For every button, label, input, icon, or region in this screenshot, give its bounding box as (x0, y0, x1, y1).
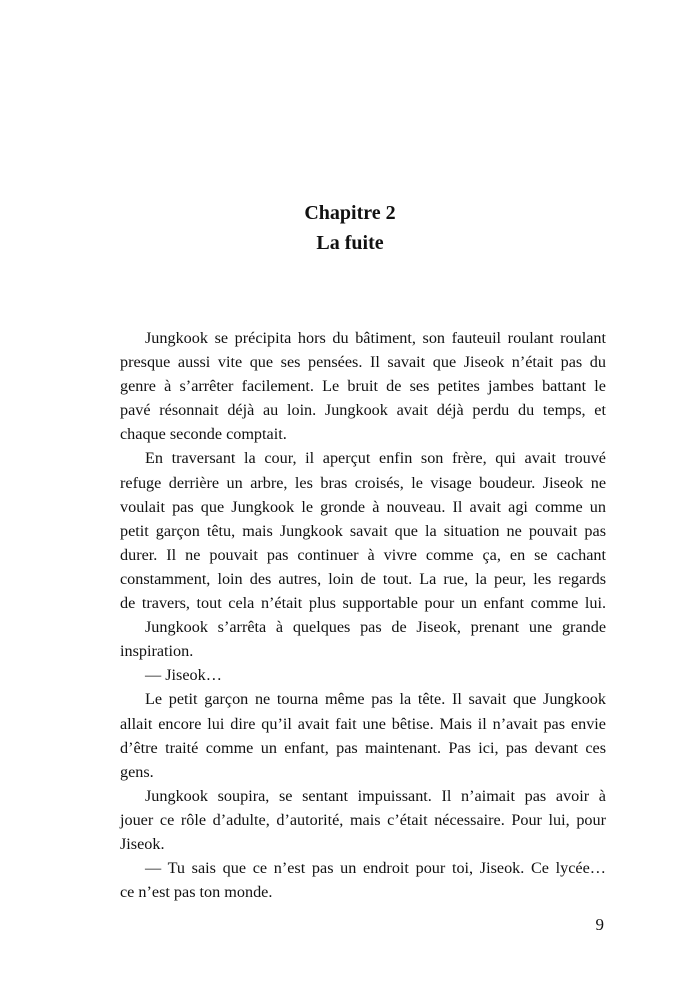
text-line: constamment, loin des autres, loin de tout. La rue, la peur, les regards (120, 569, 606, 588)
chapter-heading (0, 198, 700, 258)
text-line: inspiration. (120, 642, 194, 661)
text-line: allait encore lui dire qu’il avait fait une bêtise. Mais il n’avait pas envie (120, 714, 606, 733)
text-line: gens. (120, 762, 154, 781)
paragraph (120, 687, 606, 783)
text-line: petit garçon têtu, mais Jungkook savait que la situation ne pouvait pas (120, 521, 606, 540)
paragraph (145, 663, 606, 687)
text-line: Le petit garçon ne tourna même pas la tête. Il savait que Jungkook (145, 690, 606, 709)
text-line: jouer ce rôle d’adulte, d’autorité, mais c’était nécessaire. Pour lui, pour (120, 810, 606, 829)
text-line: Jungkook s’arrêta à quelques pas de Jiseok, prenant une grande (145, 618, 606, 637)
text-line: d’être traité comme un enfant, pas maintenant. Pas ici, pas devant ces (120, 738, 606, 757)
paragraph (120, 856, 606, 904)
text-line: chaque seconde comptait. (120, 425, 287, 444)
text-line: En traversant la cour, il aperçut enfin son frère, qui avait trouvé (145, 449, 606, 468)
paragraph (120, 326, 606, 446)
text-line: presque aussi vite que ses pensées. Il savait que Jiseok n’était pas du (120, 353, 606, 372)
text-line: pavé résonnait déjà au loin. Jungkook avait déjà perdu du temps, et (120, 401, 606, 420)
text-line: Jungkook soupira, se sentant impuissant. Il n’aimait pas avoir à (145, 786, 606, 805)
paragraph (120, 615, 606, 663)
text-line: Jiseok. (120, 834, 165, 853)
text-line: — Tu sais que ce n’est pas un endroit pour toi, Jiseok. Ce lycée… (145, 859, 606, 878)
page-number: 9 (595, 915, 604, 934)
paragraph (120, 784, 606, 856)
chapter-body (120, 326, 606, 904)
text-line: — Jiseok… (145, 666, 222, 685)
chapter-number: Chapitre 2 (304, 202, 396, 224)
text-line: de travers, tout cela n’était plus supportable pour un enfant comme lui. (120, 594, 606, 613)
text-line: ce n’est pas ton monde. (120, 883, 273, 902)
text-line: genre à s’arrêter facilement. Le bruit de ses petites jambes battant le (120, 377, 606, 396)
paragraph (120, 446, 606, 615)
text-line: voulait pas que Jungkook le gronde à nouveau. Il avait agi comme un (120, 497, 606, 516)
text-line: durer. Il ne pouvait pas continuer à vivre comme ça, en se cachant (120, 545, 606, 564)
text-line: Jungkook se précipita hors du bâtiment, son fauteuil roulant roulant (145, 329, 606, 347)
chapter-title: La fuite (316, 232, 384, 254)
text-line: refuge derrière un arbre, les bras croisés, le visage boudeur. Jiseok ne (120, 473, 606, 492)
